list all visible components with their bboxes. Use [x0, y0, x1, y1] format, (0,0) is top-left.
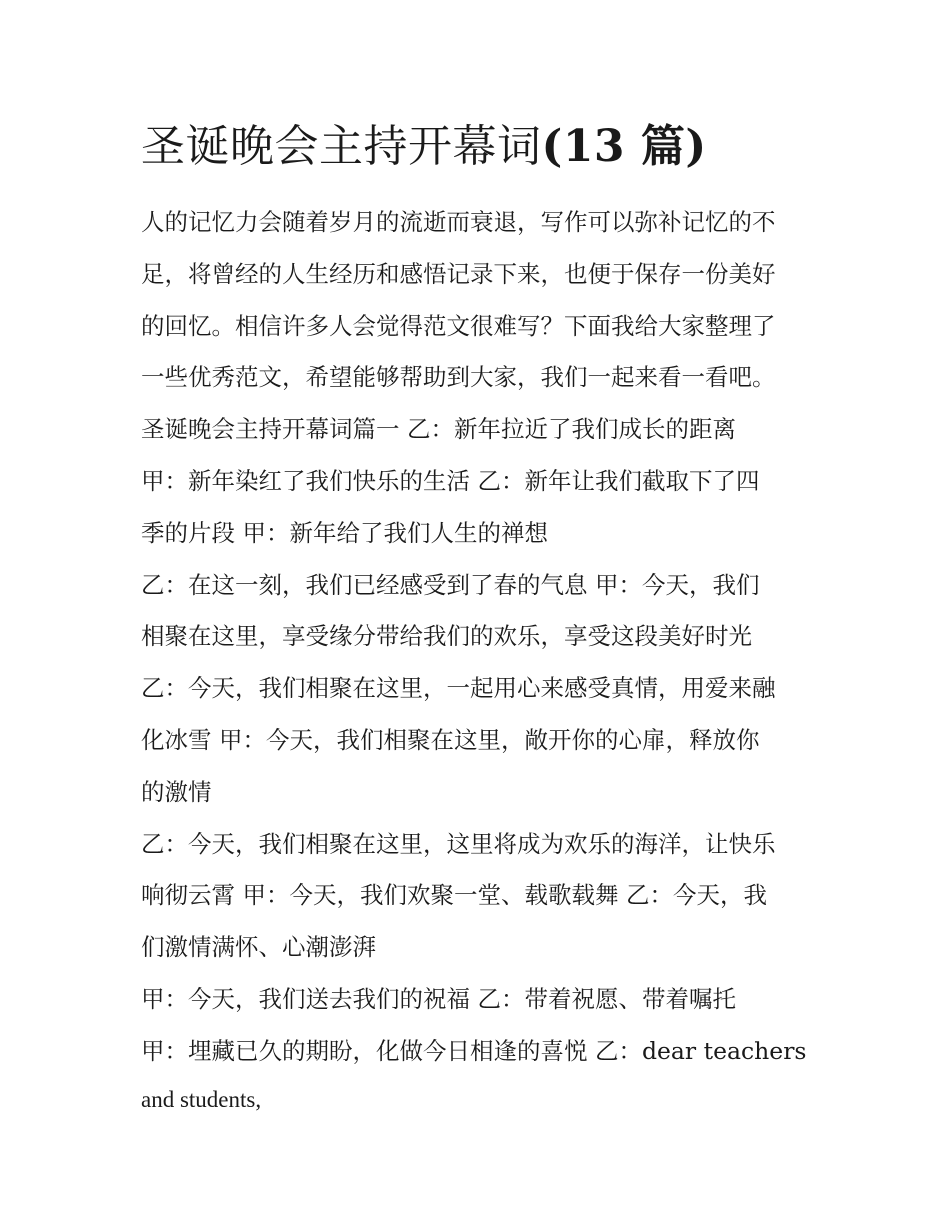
text-line: 一些优秀范文，希望能够帮助到大家，我们一起来看一看吧。: [141, 363, 776, 392]
text-line: 相聚在这里，享受缘分带给我们的欢乐，享受这段美好时光: [141, 622, 752, 651]
title-main: 圣诞晚会主持开幕词: [141, 121, 542, 172]
text-line: 们激情满怀、心潮澎湃: [141, 933, 376, 962]
body-text: [141, 197, 821, 1122]
text-line: 的回忆。相信许多人会觉得范文很难写？下面我给大家整理了: [141, 311, 776, 340]
text-line: 化冰雪 甲：今天，我们相聚在这里，敞开你的心扉，释放你: [141, 725, 760, 754]
text-line: 人的记忆力会随着岁月的流逝而衰退，写作可以弥补记忆的不: [141, 208, 776, 236]
text-line: 甲：埋藏已久的期盼，化做今日相逢的喜悦 乙：dear teachers: [141, 1036, 807, 1065]
text-line: 乙：今天，我们相聚在这里，这里将成为欢乐的海洋，让快乐: [141, 829, 776, 858]
text-line: 季的片段 甲：新年给了我们人生的禅想: [141, 518, 548, 547]
text-line: 响彻云霄 甲：今天，我们欢聚一堂、载歌载舞 乙：今天，我: [141, 881, 767, 910]
text-line: 甲：今天，我们送去我们的祝福 乙：带着祝愿、带着嘱托: [141, 984, 736, 1013]
text-line: 的激情: [141, 777, 212, 806]
text-line: 乙：今天，我们相聚在这里，一起用心来感受真情，用爱来融: [141, 674, 776, 703]
text-line: 圣诞晚会主持开幕词篇一 乙：新年拉近了我们成长的距离: [141, 415, 736, 444]
text-line: 甲：新年染红了我们快乐的生活 乙：新年让我们截取下了四: [141, 466, 760, 495]
text-line: and students,: [141, 1086, 262, 1112]
text-line: 足，将曾经的人生经历和感悟记录下来，也便于保存一份美好: [141, 259, 776, 288]
page-title: [141, 116, 841, 178]
text-line: 乙：在这一刻，我们已经感受到了春的气息 甲：今天，我们: [141, 570, 760, 599]
title-count: (13 篇): [541, 121, 707, 172]
